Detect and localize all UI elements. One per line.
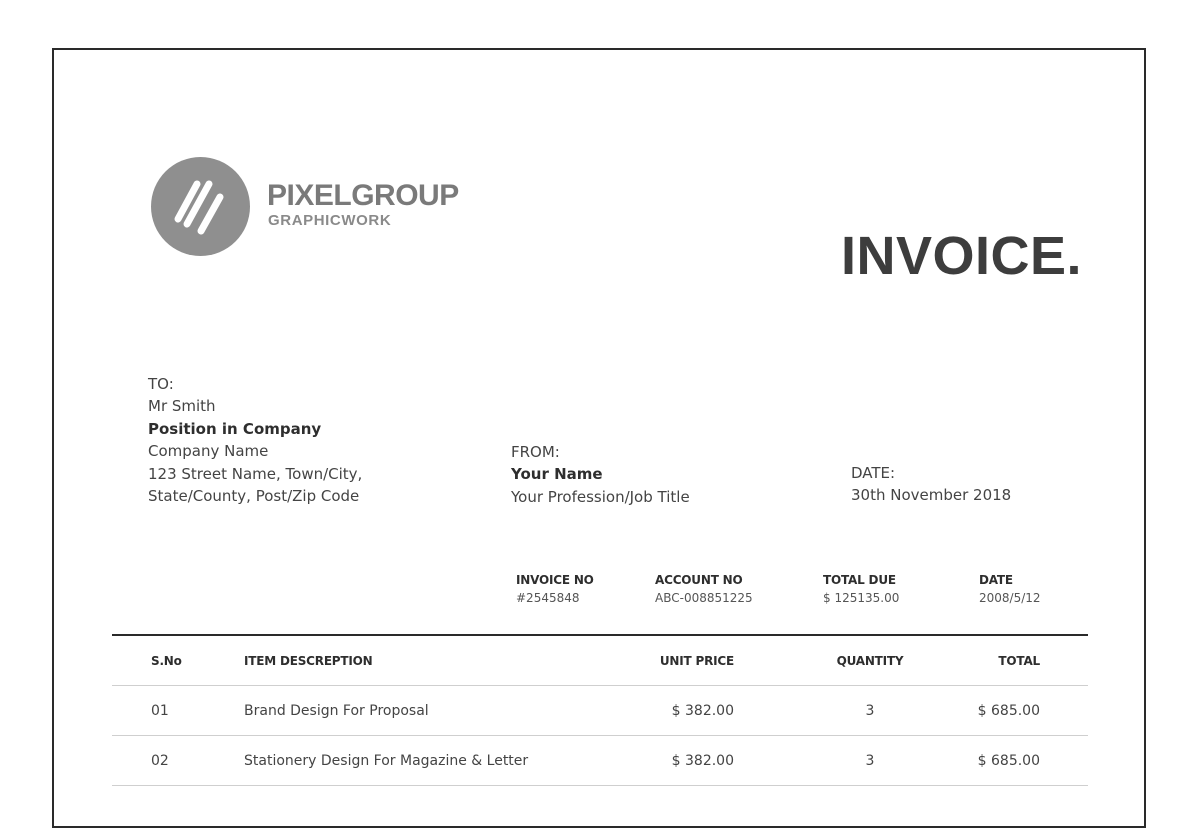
col-header-unit-price: UNIT PRICE bbox=[659, 654, 734, 668]
meta-account-no bbox=[655, 572, 753, 608]
meta-value: ABC-008851225 bbox=[655, 591, 753, 605]
date-block bbox=[851, 462, 1011, 507]
col-header-quantity: QUANTITY bbox=[836, 654, 904, 668]
meta-invoice-no bbox=[516, 572, 594, 608]
row-total: $ 685.00 bbox=[977, 703, 1040, 719]
meta-value: 2008/5/12 bbox=[979, 591, 1041, 605]
to-address-line2: State/County, Post/Zip Code bbox=[148, 487, 360, 506]
bill-to-block bbox=[148, 373, 362, 507]
meta-label: DATE bbox=[979, 573, 1013, 587]
date-label: DATE: bbox=[851, 464, 896, 482]
from-name: Your Name bbox=[511, 465, 603, 484]
to-position: Position in Company bbox=[148, 419, 322, 438]
col-header-total: TOTAL bbox=[998, 654, 1040, 668]
row-quantity: 3 bbox=[865, 703, 875, 719]
from-label: FROM: bbox=[511, 443, 560, 461]
col-header-sno: S.No bbox=[151, 654, 182, 668]
to-name: Mr Smith bbox=[148, 397, 216, 416]
row-description: Stationery Design For Magazine & Letter bbox=[244, 753, 529, 769]
meta-date bbox=[979, 572, 1041, 608]
meta-value: #2545848 bbox=[516, 591, 580, 605]
row-sno: 02 bbox=[151, 753, 169, 769]
to-company: Company Name bbox=[148, 442, 269, 461]
row-quantity: 3 bbox=[865, 753, 875, 769]
row-sno: 01 bbox=[151, 703, 169, 719]
row-unit-price: $ 382.00 bbox=[671, 753, 734, 769]
row-description: Brand Design For Proposal bbox=[244, 703, 429, 719]
to-label: TO: bbox=[148, 375, 174, 393]
document-title: INVOICE. bbox=[840, 226, 1082, 286]
row-divider bbox=[112, 785, 1088, 786]
brand-tagline: GRAPHICWORK bbox=[268, 212, 392, 229]
from-block bbox=[511, 441, 690, 508]
brand-name: PIXELGROUP bbox=[267, 179, 459, 212]
col-header-description: ITEM DESCREPTION bbox=[244, 654, 373, 668]
slash-lines-logo-icon bbox=[151, 157, 250, 256]
from-title: Your Profession/Job Title bbox=[511, 487, 690, 506]
row-divider bbox=[112, 735, 1088, 736]
date-value: 30th November 2018 bbox=[851, 486, 1012, 505]
row-unit-price: $ 382.00 bbox=[671, 703, 734, 719]
meta-label: ACCOUNT NO bbox=[655, 573, 743, 587]
table-top-rule bbox=[112, 634, 1088, 636]
row-divider bbox=[112, 685, 1088, 686]
meta-value: $ 125135.00 bbox=[823, 591, 900, 605]
to-address-line1: 123 Street Name, Town/City, bbox=[148, 464, 363, 483]
meta-label: TOTAL DUE bbox=[823, 573, 896, 587]
meta-total-due bbox=[823, 572, 899, 608]
meta-label: INVOICE NO bbox=[516, 573, 594, 587]
row-total: $ 685.00 bbox=[977, 753, 1040, 769]
